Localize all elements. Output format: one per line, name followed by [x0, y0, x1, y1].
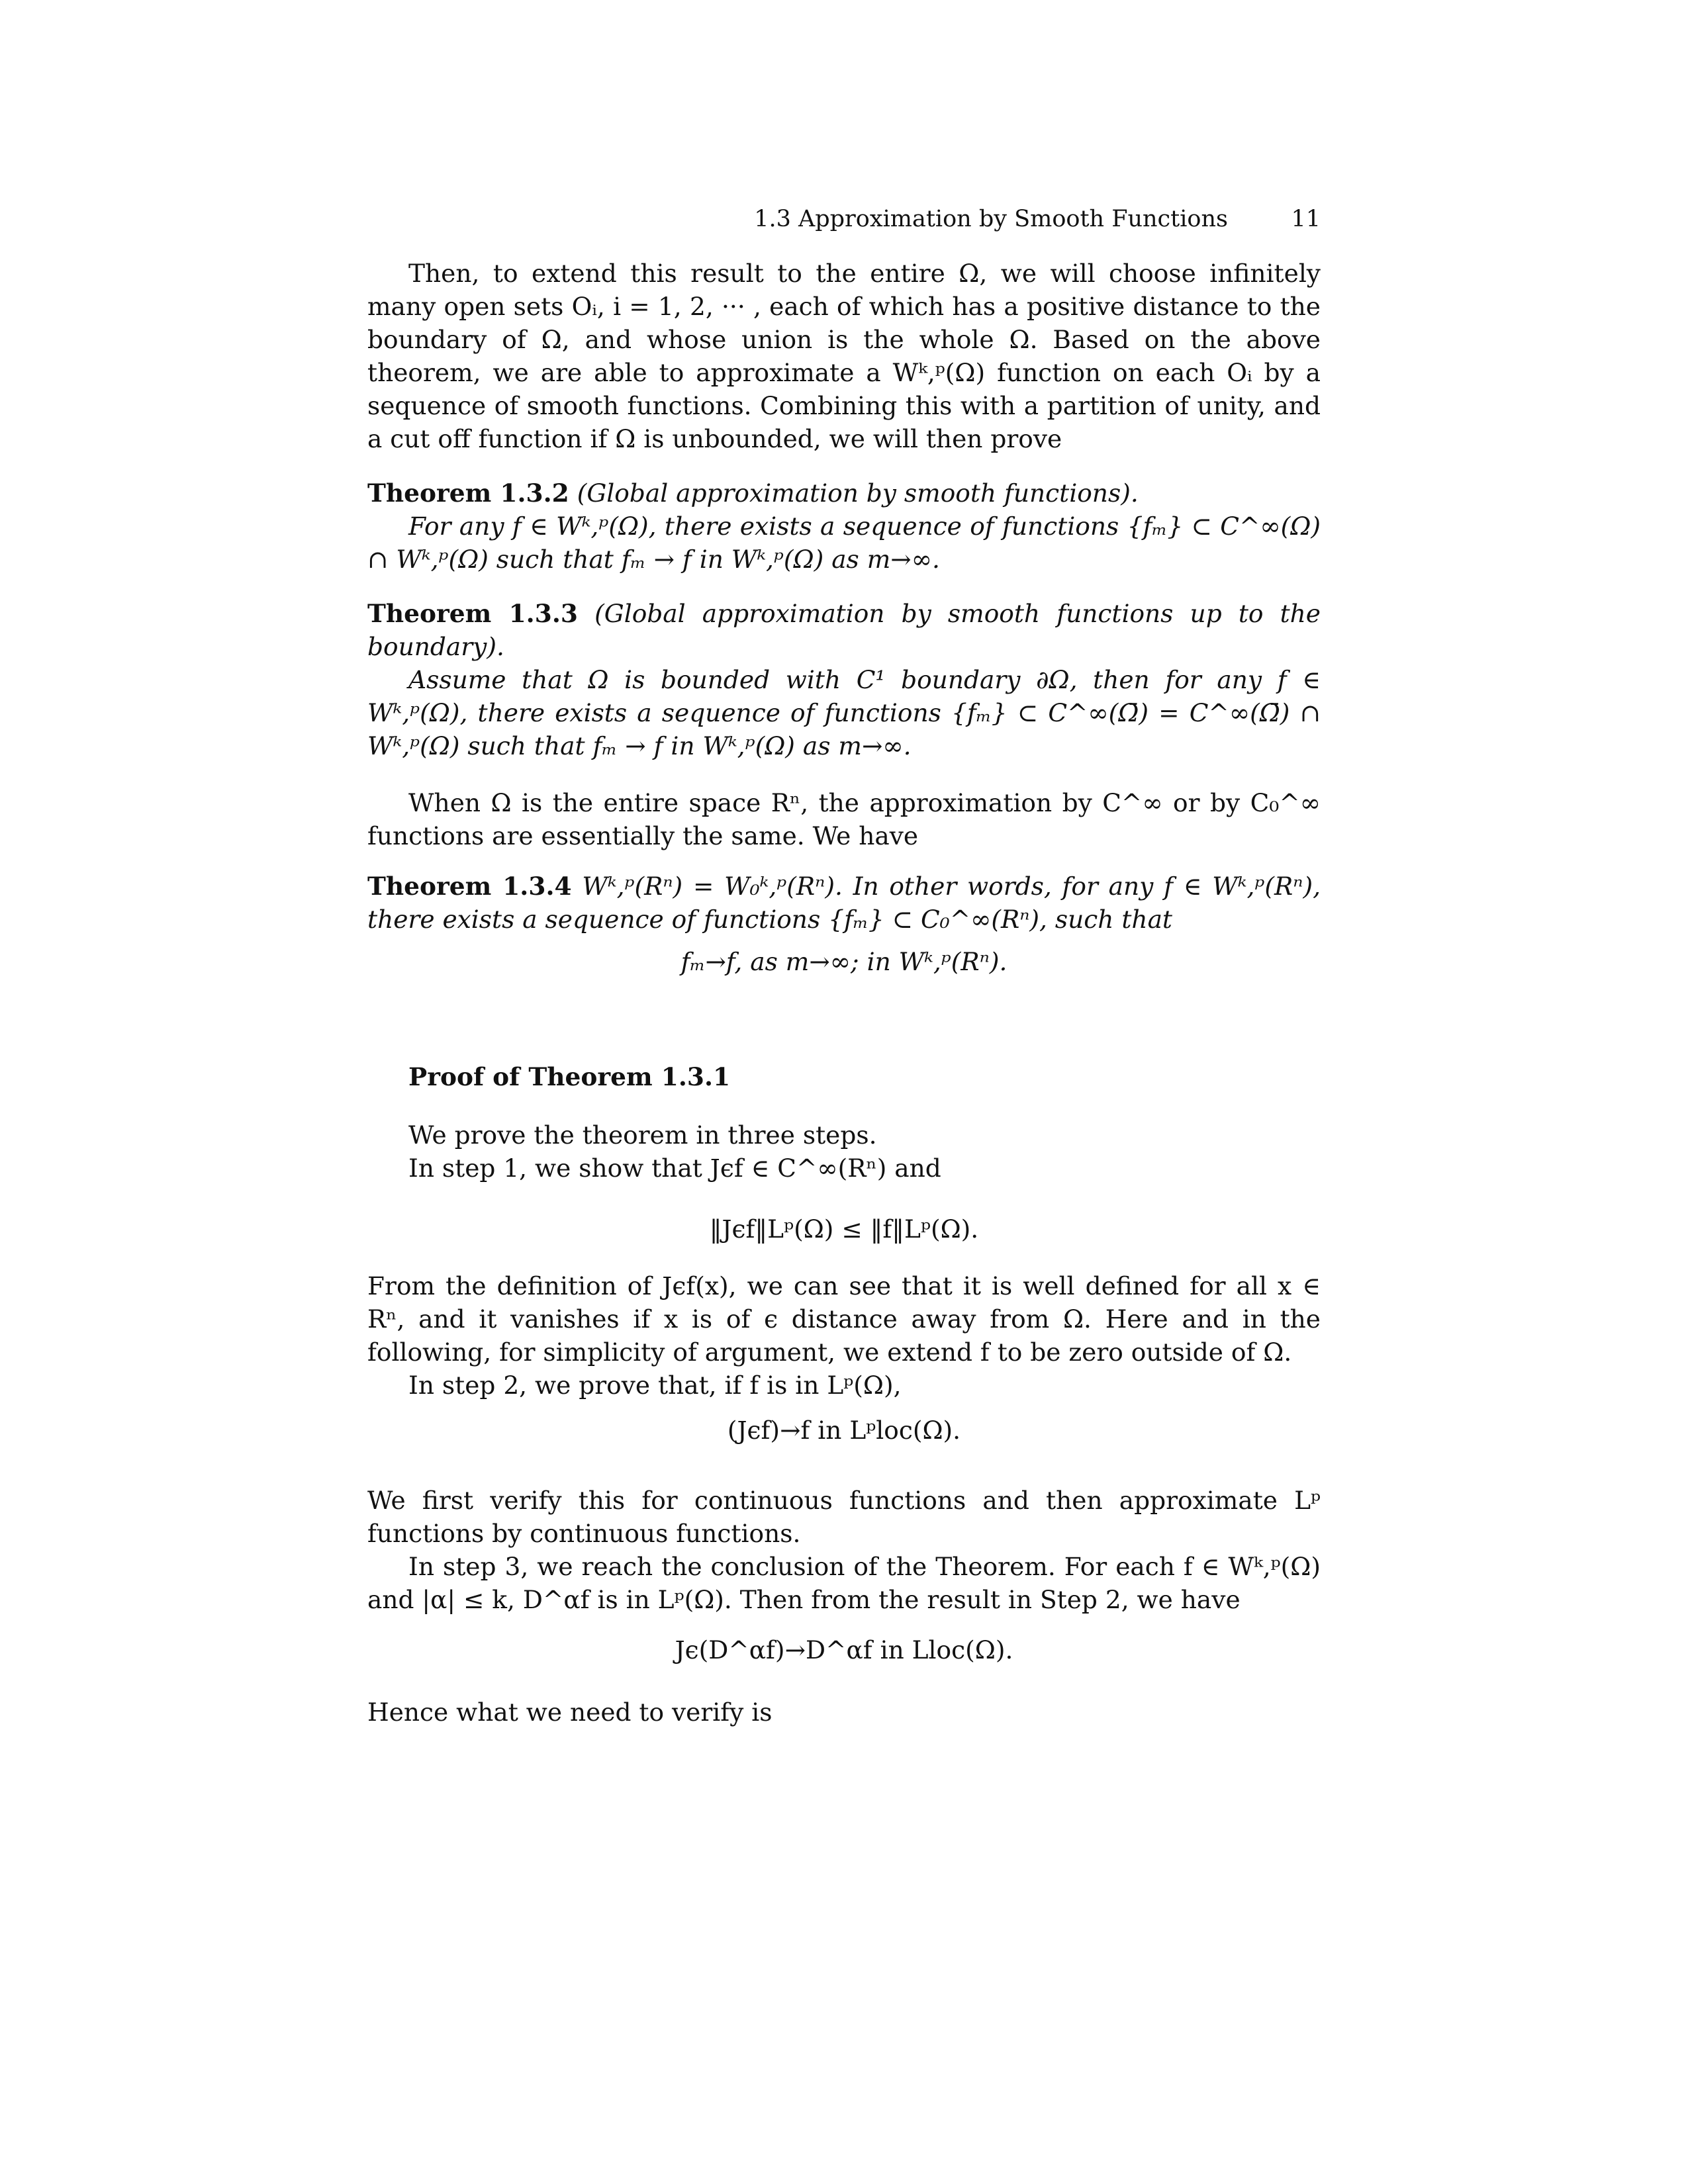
- theorem-1-3-2-head: Theorem 1.3.2: [367, 478, 569, 508]
- paragraph-continuous: [367, 1484, 1321, 1616]
- equation-step-3: [367, 1633, 1321, 1666]
- theorem-1-3-4-statement: Wᵏ,ᵖ(Rⁿ) = W₀ᵏ,ᵖ(Rⁿ). In other words, for any f ∈ Wᵏ,ᵖ(Rⁿ), there exists a sequence of functions {fₘ} ⊂ C₀^∞(Rⁿ), such that: [367, 872, 1321, 934]
- paragraph-step-3: In step 3, we reach the conclusion of the Theorem. For each f ∈ Wᵏ,ᵖ(Ω) and |α| ≤ k, D^αf is in Lᵖ(Ω). Then from the result in Step 2, we have: [367, 1552, 1321, 1614]
- theorem-1-3-3: [367, 597, 1321, 762]
- equation-step-2: [367, 1414, 1321, 1447]
- equation-norm-inequality: [367, 1212, 1321, 1246]
- page-number: 11: [1291, 206, 1321, 232]
- theorem-1-3-2-title: (Global approximation by smooth functions).: [577, 478, 1139, 508]
- theorem-1-3-2: [367, 477, 1321, 576]
- paragraph-continuous-text: We first verify this for continuous functions and then approximate Lᵖ functions by continuous functions.: [367, 1486, 1321, 1548]
- proof-heading: Proof of Theorem 1.3.1: [408, 1062, 731, 1091]
- paragraph-step-2: In step 2, we prove that, if f is in Lᵖ(Ω),: [408, 1371, 902, 1400]
- proof-line-1: We prove the theorem in three steps.: [408, 1120, 877, 1150]
- theorem-1-3-3-title: (Global approximation by smooth functions up to the boundary).: [367, 599, 1321, 661]
- paragraph-rn: [367, 786, 1321, 852]
- paragraph-hence-text: Hence what we need to verify is: [367, 1698, 773, 1727]
- theorem-1-3-4: [367, 870, 1321, 936]
- paragraph-hence: [367, 1696, 1321, 1729]
- equation-step-2-text: (Jϵf)→f in Lᵖloc(Ω).: [727, 1416, 961, 1445]
- paragraph-rn-text: When Ω is the entire space Rⁿ, the approximation by C^∞ or by C₀^∞ functions are essentially the same. We have: [367, 788, 1321, 850]
- theorem-1-3-3-head: Theorem 1.3.3: [367, 599, 578, 628]
- paragraph-intro: [367, 257, 1321, 455]
- paragraph-intro-text: Then, to extend this result to the entire Ω, we will choose infinitely many open sets Oᵢ, i = 1, 2, ··· , each of which has a positive distance to the boundary of Ω, and whose union is the whole Ω. Based on the above theorem, we are able to approximate a Wᵏ,ᵖ(Ω) function on each Oᵢ by a sequence of smooth functions. Combining this with a partition of unity, and a cut off function if Ω is unbounded, we will then prove: [367, 259, 1321, 453]
- equation-theorem-1-3-4-text: fₘ→f, as m→∞; in Wᵏ,ᵖ(Rⁿ).: [680, 947, 1008, 976]
- header-title: 1.3 Approximation by Smooth Functions: [754, 206, 1228, 232]
- paragraph-definition-text: From the definition of Jϵf(x), we can see that it is well defined for all x ∈ Rⁿ, and it vanishes if x is of ϵ distance away from Ω. Here and in the following, for simplicity of argument, we extend f to be zero outside of Ω.: [367, 1271, 1321, 1367]
- theorem-1-3-3-body: Assume that Ω is bounded with C¹ boundary ∂Ω, then for any f ∈ Wᵏ,ᵖ(Ω), there exists a sequence of functions {fₘ} ⊂ C^∞(Ω̄) = C^∞(Ω̄) ∩ Wᵏ,ᵖ(Ω) such that fₘ → f in Wᵏ,ᵖ(Ω) as m→∞.: [367, 665, 1321, 760]
- equation-step-3-text: Jϵ(D^αf)→D^αf in Lloc(Ω).: [675, 1635, 1013, 1664]
- theorem-1-3-4-head: Theorem 1.3.4: [367, 872, 572, 901]
- paragraph-definition: [367, 1269, 1321, 1402]
- proof-line-2: In step 1, we show that Jϵf ∈ C^∞(Rⁿ) and: [408, 1154, 941, 1183]
- equation-theorem-1-3-4: [367, 945, 1321, 978]
- proof-intro: [367, 1118, 1321, 1185]
- theorem-1-3-2-body: For any f ∈ Wᵏ,ᵖ(Ω), there exists a sequence of functions {fₘ} ⊂ C^∞(Ω) ∩ Wᵏ,ᵖ(Ω) such that fₘ → f in Wᵏ,ᵖ(Ω) as m→∞.: [367, 512, 1321, 574]
- running-header: [367, 203, 1321, 236]
- equation-norm-inequality-text: ‖Jϵf‖Lᵖ(Ω) ≤ ‖f‖Lᵖ(Ω).: [709, 1214, 979, 1244]
